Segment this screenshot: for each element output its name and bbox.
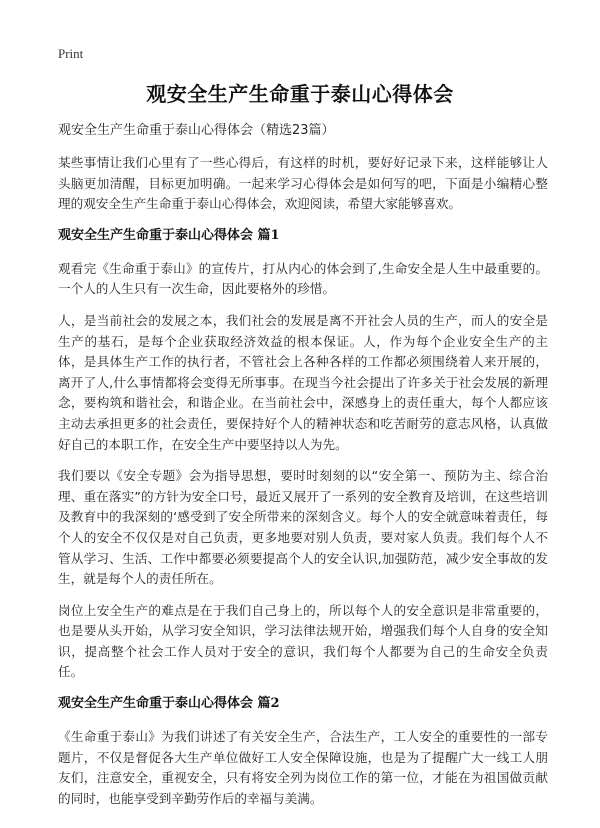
section-1-heading: 观安全生产生命重于泰山心得体会 篇1 (58, 227, 280, 243)
section-2 (58, 694, 548, 809)
section-2-heading: 观安全生产生命重于泰山心得体会 篇2 (58, 696, 280, 712)
section-1-paragraph-4: 岗位上安全生产的难点是在于我们自己身上的，所以每个人的安全意识是非常重要的，也是要从头开始，从学习安全知识，学习法律法规开始，增强我们每个人自身的安全知识，提高整个社会工作人员对于安全的意识，我们每个人都要为自己的生命安全负责任。 (58, 602, 548, 680)
section-1-paragraph-2: 人，是当前社会的发展之本，我们社会的发展是离不开社会人员的生产，而人的安全是生产的基石，是每个企业获取经济效益的根本保证。人，作为每个企业安全生产的主体，是具体生产工作的执行者，不管社会上各种各样的工作都必须围绕着人来开展的，离开了人,什么事情都将会变得无所事事。在现当今社会提出了许多关于社会发展的新理念，要构筑和谐社会，和谐企业。在当前社会中，深感身上的责任重大，每个人都应该主动去承担更多的社会责任，要保持好个人的精神状态和吃苦耐劳的意志风格，认真做好自己的本职工作，在安全生产中要坚持以人为先。 (58, 312, 548, 452)
section-1-paragraph-1: 观看完《生命重于泰山》的宣传片，打从内心的体会到了,生命安全是人生中最重要的。一个人的人生只有一次生命，因此要格外的珍惜。 (58, 260, 548, 297)
article-subtitle: 观安全生产生命重于泰山心得体会（精选23篇） (58, 123, 335, 138)
section-2-paragraph-1: 《生命重于泰山》为我们讲述了有关安全生产，合法生产，工人安全的重要性的一部专题片，不仅是督促各大生产单位做好工人安全保障设施，也是为了提醒广大一线工人朋友们，注意安全，重视安全，只有将安全列为岗位工作的第一位，才能在为祖国做贡献的同时，也能享受到辛勤劳作后的幸福与美满。 (58, 729, 548, 806)
section-1 (58, 226, 548, 683)
intro-paragraph: 某些事情让我们心里有了一些心得后，有这样的时机，要好好记录下来，这样能够让人头脑更加清醒，目标更加明确。一起来学习心得体会是如何写的吧，下面是小编精心整理的观安全生产生命重于泰山心得体会，欢迎阅读，希望大家能够喜欢。 (58, 155, 548, 212)
print-link[interactable]: Print (58, 46, 84, 61)
section-1-paragraph-3: 我们要以《安全专题》会为指导思想，要时时刻刻的以“安全第一、预防为主、综合治理、重在落实”的方针为安全口号，最近又展开了一系列的安全教育及培训，在这些培训及教育中的我深刻的‘感受到了安全所带来的深刻含义。每个人的安全就意味着责任，每个人的安全不仅仅是对自己负责，更多地要对别人负责，要对家人负责。我们每个人不管从学习、生活、工作中都要必须要提高个人的安全认识,加强防范，减少安全事故的发生，就是每个人的责任所在。 (58, 468, 548, 587)
article-body (58, 120, 548, 820)
page-title: 观安全生产生命重于泰山心得体会 (146, 82, 454, 106)
